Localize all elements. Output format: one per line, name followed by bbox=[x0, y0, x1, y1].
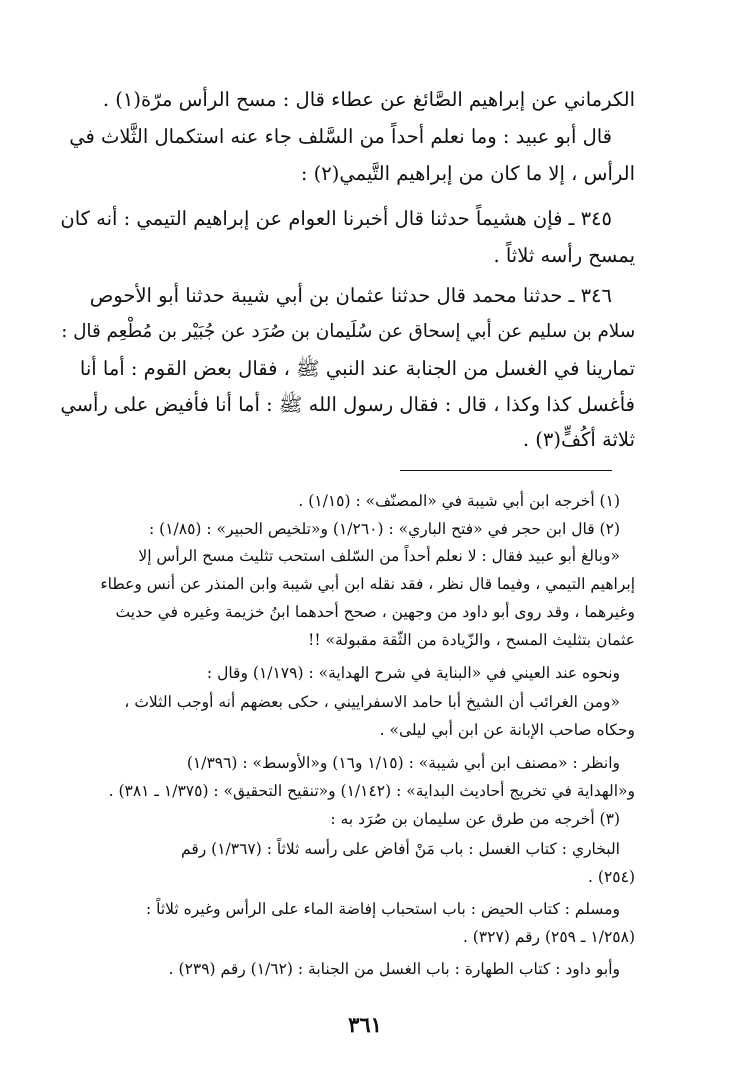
footnote-2-see-also-1: وانظر : «مصنف ابن أبي شيبة» : (١/١٥ و١٦) و«الأوسط» : (١/٣٩٦) bbox=[186, 754, 620, 772]
footnote-2: (٢) قال ابن حجر في «فتح الباري» : (١/٢٦٠) و«تلخيص الحبير» : (١/٨٥) : bbox=[149, 520, 620, 538]
footnote-3-muslim-2: (١/٢٥٨ ـ ٢٥٩) رقم (٣٢٧) . bbox=[462, 928, 635, 946]
main-line-3: الرأس ، إلا ما كان من إبراهيم التَّيمي(٢) : bbox=[300, 162, 635, 185]
footnote-2-aini-quote-2: وحكاه صاحب الإبانة عن ابن أبي ليلى» . bbox=[379, 721, 635, 739]
footnote-2-see-also-2: و«الهداية في تخريج أحاديث البداية» : (١/١٤٢) و«تنقيح التحقيق» : (١/٣٧٥ ـ ٣٨١) . bbox=[108, 782, 635, 800]
footnote-3-abudawud: وأبو داود : كتاب الطهارة : باب الغسل من الجنابة : (١/٦٢) رقم (٢٣٩) . bbox=[168, 960, 620, 978]
footnote-2-quote-line-3: وغيرهما ، وقد روى أبو داود من وجهين ، صحح أحدهما ابنُ خزيمة وغيره في حديث bbox=[115, 603, 635, 621]
main-line-7: سلام بن سليم عن أبي إسحاق عن سُلَيمان بن صُرَد عن جُبَيْر بن مُطْعِم قال : bbox=[61, 321, 635, 342]
page-number: ٣٦١ bbox=[348, 1012, 382, 1037]
footnote-3-bukhari-2: (٢٥٤) . bbox=[588, 868, 635, 886]
main-line-8: تمارينا في الغسل من الجنابة عند النبي ﷺ ، فقال بعض القوم : أما أنا bbox=[79, 357, 635, 380]
main-line-2: قال أبو عبيد : وما نعلم أحداً من السَّلف جاء عنه استكمال الثَّلاث في bbox=[69, 125, 612, 148]
footnote-2-aini-quote-1: «ومن الغرائب أن الشيخ أبا حامد الاسفراييني ، حكى بعضهم أنه أوجب الثلاث ، bbox=[124, 693, 620, 711]
main-line-4: ٣٤٥ ـ فإن هشيماً حدثنا قال أخبرنا العوام عن إبراهيم التيمي : أنه كان bbox=[60, 207, 612, 230]
main-line-6: ٣٤٦ ـ حدثنا محمد قال حدثنا عثمان بن أبي شيبة حدثنا أبو الأحوص bbox=[89, 284, 612, 307]
footnote-2-aini: ونحوه عند العيني في «البناية في شرح الهداية» : (١/١٧٩) وقال : bbox=[206, 664, 620, 682]
footnote-2-quote-line-2: إبراهيم التيمي ، وفيما قال نظر ، فقد نقله ابن أبي شيبة وابن المنذر عن أنس وعطاء bbox=[100, 575, 635, 593]
footnote-2-quote-line-1: «وبالغ أبو عبيد فقال : لا نعلم أحداً من السّلف استحب تثليث مسح الرأس إلا bbox=[138, 547, 620, 565]
footnote-3: (٣) أخرجه من طرق عن سليمان بن صُرَد به : bbox=[330, 810, 620, 828]
main-line-1: الكرماني عن إبراهيم الصَّائغ عن عطاء قال : مسح الرأس مرّة(١) . bbox=[102, 88, 635, 111]
footnote-3-bukhari-1: البخاري : كتاب الغسل : باب مَنْ أفاض على رأسه ثلاثاً : (١/٣٦٧) رقم bbox=[181, 840, 620, 858]
footnote-1: (١) أخرجه ابن أبي شيبة في «المصنّف» : (١/١٥) . bbox=[298, 492, 620, 510]
main-line-10: ثلاثة أكُفٍّ(٣) . bbox=[522, 428, 635, 451]
footnote-separator bbox=[400, 470, 612, 471]
footnote-2-quote-line-4: عثمان بتثليث المسح ، والزّيادة من الثّقة مقبولة» !! bbox=[308, 631, 635, 649]
main-line-5: يمسح رأسه ثلاثاً . bbox=[493, 244, 635, 267]
footnote-3-muslim-1: ومسلم : كتاب الحيض : باب استحباب إفاضة الماء على الرأس وغيره ثلاثاً : bbox=[145, 900, 620, 918]
main-line-9: فأغسل كذا وكذا ، قال : فقال رسول الله ﷺ : أما أنا فأفيض على رأسي bbox=[60, 393, 635, 416]
